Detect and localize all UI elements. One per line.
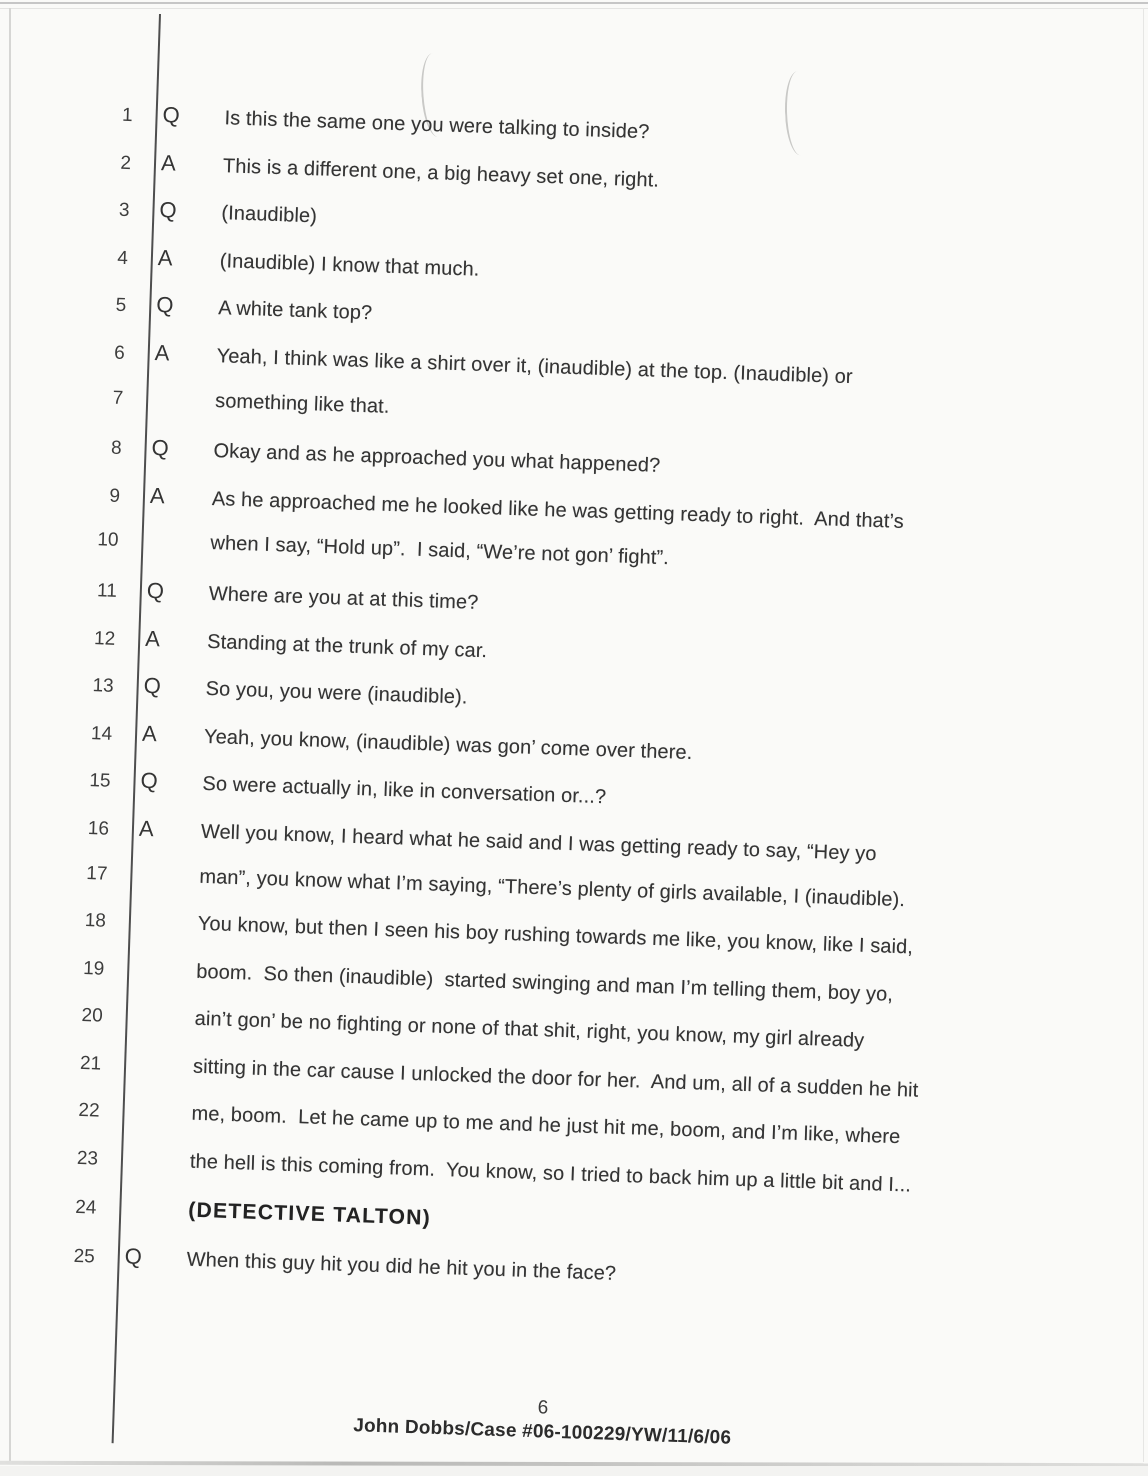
- line-number: 14: [90, 722, 113, 745]
- speaker-label: Q: [151, 435, 170, 461]
- line-text: Yeah, I think was like a shirt over it, (inaudible) at the top. (Inaudible) or: [216, 345, 854, 389]
- line-number: 19: [82, 957, 105, 980]
- line-text: Well you know, I heard what he said and I was getting ready to say, “Hey yo: [200, 820, 877, 866]
- line-number: 21: [79, 1052, 102, 1075]
- line-text: Standing at the trunk of my car.: [206, 630, 488, 662]
- speaker-label: A: [138, 815, 155, 842]
- line-number: 5: [115, 295, 127, 317]
- speaker-label: [131, 1070, 193, 1072]
- speaker-label: A: [157, 244, 174, 271]
- scan-edge-right: [1143, 8, 1144, 1462]
- line-text: the hell is this coming from. You know, so I tried to back him up a little bit and I...: [189, 1150, 912, 1197]
- line-text: As he approached me he looked like he was getting ready to right. And that’s: [211, 487, 905, 533]
- line-number: 22: [78, 1100, 100, 1123]
- line-number: 15: [89, 770, 111, 793]
- line-number: 11: [96, 580, 118, 602]
- line-number: 9: [109, 485, 121, 507]
- line-text: (Inaudible) I know that much.: [219, 249, 480, 281]
- speaker-label: [134, 975, 196, 977]
- line-text: This is a different one, a big heavy set one, right.: [222, 154, 660, 192]
- line-number: 13: [92, 675, 115, 697]
- speaker-label: [129, 1118, 191, 1120]
- speaker-label: [136, 928, 198, 930]
- line-number: 7: [112, 387, 124, 409]
- line-text: A white tank top?: [217, 297, 373, 325]
- speaker-label: [133, 1023, 195, 1025]
- line-number: 10: [97, 529, 119, 552]
- line-text: You know, but then I seen his boy rushing towards me like, you know, like I said,: [197, 912, 914, 959]
- line-number: 24: [74, 1196, 97, 1219]
- speaker-label: Q: [162, 102, 181, 128]
- line-number: 4: [116, 247, 129, 269]
- transcript-rows: [0, 97, 1145, 1324]
- speaker-label: A: [144, 625, 161, 651]
- line-number: 1: [121, 104, 133, 127]
- line-text: something like that.: [214, 389, 390, 418]
- speaker-label: [126, 1214, 188, 1216]
- line-number: 2: [120, 152, 132, 174]
- line-number: 12: [93, 627, 116, 650]
- speaker-label: Q: [140, 768, 159, 794]
- speaker-label: [153, 405, 215, 407]
- line-number: 17: [85, 862, 108, 885]
- line-text: when I say, “Hold up”. I said, “We’re not gon’ fight”.: [210, 532, 670, 570]
- line-text: Is this the same one you were talking to inside?: [224, 107, 650, 144]
- line-text: When this guy hit you did he hit you in the face?: [186, 1248, 617, 1286]
- line-number: 16: [87, 817, 110, 840]
- line-text: (DETECTIVE TALTON): [187, 1198, 432, 1230]
- line-text: man”, you know what I’m saying, “There’s plenty of girls available, I (inaudible).: [199, 865, 906, 911]
- speaker-label: Q: [124, 1243, 143, 1270]
- speaker-label: A: [149, 482, 166, 509]
- footer-page-number: 6: [537, 1397, 549, 1419]
- speaker-label: Q: [159, 197, 178, 223]
- line-text: So were actually in, like in conversation or...?: [202, 773, 607, 809]
- line-number: 6: [113, 342, 126, 364]
- line-text: me, boom. Let he came up to me and he just hit me, boom, and I’m like, where: [191, 1103, 901, 1149]
- footer-case-line: John Dobbs/Case #06-100229/YW/11/6/06: [352, 1415, 732, 1449]
- line-text: ain’t gon’ be no fighting or none of that shit, right, you know, my girl already: [194, 1007, 865, 1053]
- speaker-label: [148, 547, 210, 549]
- speaker-label: A: [154, 339, 170, 366]
- speaker-label: Q: [155, 292, 174, 318]
- line-number: 25: [73, 1246, 96, 1268]
- speaker-label: [137, 880, 199, 882]
- line-number: 18: [84, 910, 107, 932]
- line-text: sitting in the car cause I unlocked the door for her. And um, all of a sudden he hit: [192, 1055, 919, 1102]
- line-number: 20: [81, 1005, 104, 1027]
- line-text: Where are you at at this time?: [208, 582, 479, 614]
- line-text: Yeah, you know, (inaudible) was gon’ come over there.: [203, 725, 693, 764]
- speaker-label: A: [160, 149, 177, 176]
- line-text: (Inaudible): [221, 202, 318, 228]
- speaker-label: Q: [143, 672, 162, 699]
- line-text: boom. So then (inaudible) started swinging and man I’m telling them, boy yo,: [195, 960, 894, 1006]
- speaker-label: A: [141, 720, 158, 747]
- line-number: 8: [110, 437, 122, 460]
- speaker-label: Q: [146, 577, 165, 604]
- line-number: 23: [76, 1147, 99, 1170]
- line-number: 3: [118, 199, 130, 222]
- line-text: Okay and as he approached you what happened?: [213, 440, 661, 477]
- line-text: So you, you were (inaudible).: [205, 678, 468, 709]
- speaker-label: [128, 1166, 190, 1168]
